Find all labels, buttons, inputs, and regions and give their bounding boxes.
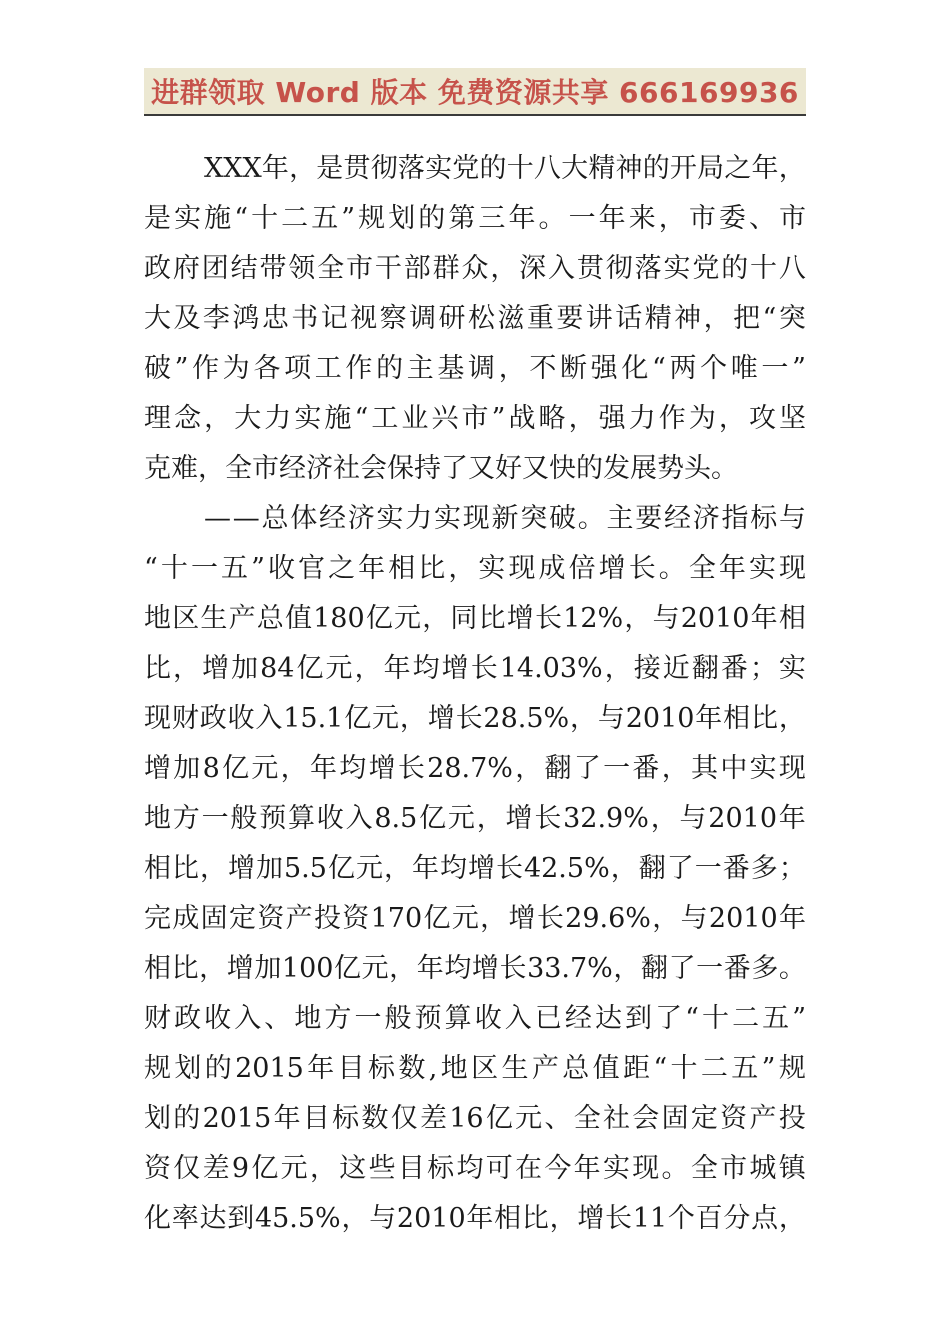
paragraph-line: 划 的 2015 年 目 标 数 仅 差 16 亿 元 、 全 社 会 固 定 资 产 投 [144,1103,806,1134]
paragraph-line: 比 ， 增 加 84 亿 元 ， 年 均 增 长 14.03% ， 接 近 翻 番 ； 实 [144,653,806,684]
document-body [144,144,806,1244]
header-banner-text: 进群领取 Word 版本 免费资源共享 666169936 [151,76,799,109]
paragraph-line: 规 划 的 2015 年 目 标 数 , 地 区 生 产 总 值 距 “ 十 二 五 ” 规 [144,1053,806,1084]
paragraph-line: 地 方 一 般 预 算 收 入 8.5 亿 元 ， 增 长 32.9% ， 与 2010 年 [144,803,806,834]
paragraph-line: 破 ” 作 为 各 项 工 作 的 主 基 调 ， 不 断 强 化 “ 两 个 唯 一 ” [144,353,806,384]
paragraph-line: 理 念 ， 大 力 实 施 “ 工 业 兴 市 ” 战 略 ， 强 力 作 为 ， 攻 坚 [144,403,806,434]
paragraph-line: 化 率 达 到 45.5% ， 与 2010 年 相 比 ， 增 长 11 个 百 分 点 ， [144,1203,806,1234]
paragraph-line: 克 难 ， 全 市 经 济 社 会 保 持 了 又 好 又 快 的 发 展 势 头 。 [144,453,738,484]
paragraph-line: 现 财 政 收 入 15.1 亿 元 ， 增 长 28.5% ， 与 2010 年 相 比 ， [144,703,806,734]
paragraph-line: 资 仅 差 9 亿 元 ， 这 些 目 标 均 可 在 今 年 实 现 。 全 市 城 镇 [144,1153,806,1184]
paragraph-line: “ 十 一 五 ” 收 官 之 年 相 比 ， 实 现 成 倍 增 长 。 全 年 实 现 [144,553,806,584]
header-banner [144,68,806,116]
paragraph-line: 相 比 ， 增 加 100 亿 元 ， 年 均 增 长 33.7% ， 翻 了 一 番 多 。 [144,953,806,984]
paragraph-line: 增 加 8 亿 元 ， 年 均 增 长 28.7% ， 翻 了 一 番 ， 其 中 实 现 [144,753,806,784]
paragraph-line: XXX 年 ， 是 贯 彻 落 实 党 的 十 八 大 精 神 的 开 局 之 年 ， [204,153,806,184]
paragraph-line: 相 比 ， 增 加 5.5 亿 元 ， 年 均 增 长 42.5% ， 翻 了 一 番 多 ； [144,853,806,884]
paragraph-line: 是 实 施 “ 十 二 五 ” 规 划 的 第 三 年 。 一 年 来 ， 市 委 、 市 [144,203,806,234]
paragraph-line: 大 及 李 鸿 忠 书 记 视 察 调 研 松 滋 重 要 讲 话 精 神 ， 把 “ 突 [144,303,806,334]
paragraph-line: 完 成 固 定 资 产 投 资 170 亿 元 ， 增 长 29.6% ， 与 2010 年 [144,903,806,934]
paragraph-line: 政 府 团 结 带 领 全 市 干 部 群 众 ， 深 入 贯 彻 落 实 党 的 十 八 [144,253,806,284]
paragraph-line: 地 区 生 产 总 值 180 亿 元 ， 同 比 增 长 12% ， 与 2010 年 相 [144,603,806,634]
paragraph-line: 财 政 收 入 、 地 方 一 般 预 算 收 入 已 经 达 到 了 “ 十 二 五 ” [144,1003,806,1034]
paragraph-line: — — 总 体 经 济 实 力 实 现 新 突 破 。 主 要 经 济 指 标 与 [204,503,806,534]
